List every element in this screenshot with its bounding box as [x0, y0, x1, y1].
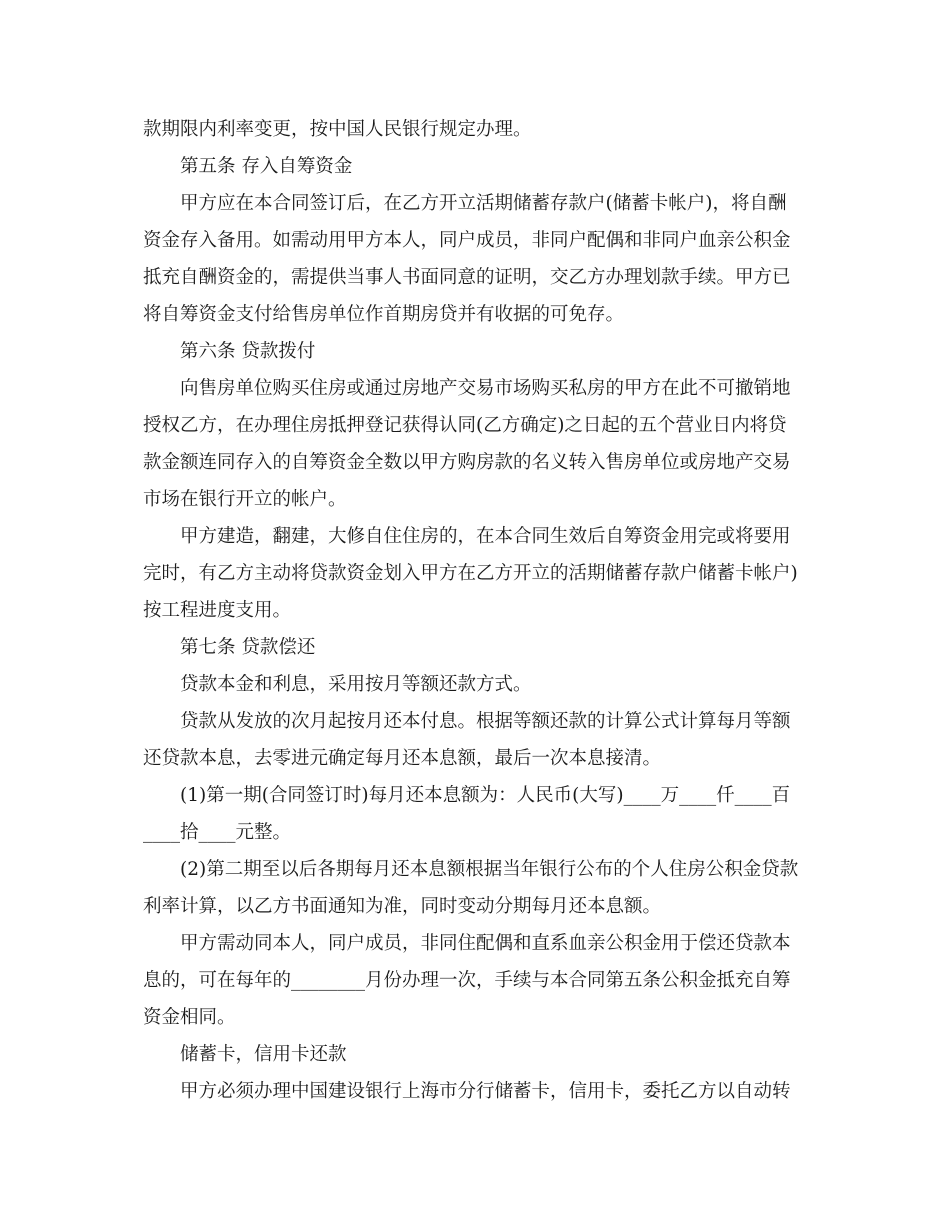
paragraph-line: 甲方建造，翻建，大修自住住房的，在本合同生效后自筹资金用完或将要用	[180, 526, 791, 547]
text-line: 资金存入备用。如需动用甲方本人，同户成员，非同户配偶和非同户血亲公积金	[143, 230, 791, 251]
paragraph-line: 甲方应在本合同签订后，在乙方开立活期储蓄存款户(储蓄卡帐户)，将自酬	[180, 193, 787, 214]
section-heading-savings-card: 储蓄卡，信用卡还款	[180, 1044, 347, 1065]
text-line: 还贷款本息，去零进元确定每月还本息额，最后一次本息接清。	[143, 748, 662, 769]
text-line: 利率计算，以乙方书面通知为准，同时变动分期每月还本息额。	[143, 896, 662, 917]
text-line: 将自筹资金支付给售房单位作首期房贷并有收据的可免存。	[143, 304, 625, 325]
text-line: 按工程进度支用。	[143, 600, 292, 621]
text-line: 市场在银行开立的帐户。	[143, 489, 347, 510]
paragraph-line: (2)第二期至以后各期每月还本息额根据当年银行公布的个人住房公积金贷款	[180, 859, 799, 880]
text-line: 授权乙方，在办理住房抵押登记获得认同(乙方确定)之日起的五个营业日内将贷	[143, 415, 787, 436]
paragraph-line: 贷款本金和利息，采用按月等额还款方式。	[180, 674, 532, 695]
paragraph-line: 贷款从发放的次月起按月还本付息。根据等额还款的计算公式计算每月等额	[180, 711, 791, 732]
text-line: 资金相同。	[143, 1007, 236, 1028]
text-line: ____拾____元整。	[143, 822, 292, 843]
section-heading-7: 第七条 贷款偿还	[180, 637, 316, 658]
text-line: 息的，可在每年的________月份办理一次，手续与本合同第五条公积金抵充自筹	[143, 970, 791, 991]
paragraph-line: 甲方必须办理中国建设银行上海市分行储蓄卡，信用卡，委托乙方以自动转	[180, 1081, 791, 1102]
paragraph-line: 甲方需动同本人，同户成员，非同住配偶和直系血亲公积金用于偿还贷款本	[180, 933, 791, 954]
text-line: 款期限内利率变更，按中国人民银行规定办理。	[143, 119, 532, 140]
paragraph-line: 向售房单位购买住房或通过房地产交易市场购买私房的甲方在此不可撤销地	[180, 378, 791, 399]
section-heading-6: 第六条 贷款拨付	[180, 341, 316, 362]
text-line: 款金额连同存入的自筹资金全数以甲方购房款的名义转入售房单位或房地产交易	[143, 452, 791, 473]
text-line: 抵充自酬资金的，需提供当事人书面同意的证明，交乙方办理划款手续。甲方已	[143, 267, 791, 288]
section-heading-5: 第五条 存入自筹资金	[180, 156, 353, 177]
text-line: 完时，有乙方主动将贷款资金划入甲方在乙方开立的活期储蓄存款户储蓄卡帐户)	[143, 563, 798, 584]
paragraph-line: (1)第一期(合同签订时)每月还本息额为：人民币(大写)____万____仟____百	[180, 785, 791, 806]
